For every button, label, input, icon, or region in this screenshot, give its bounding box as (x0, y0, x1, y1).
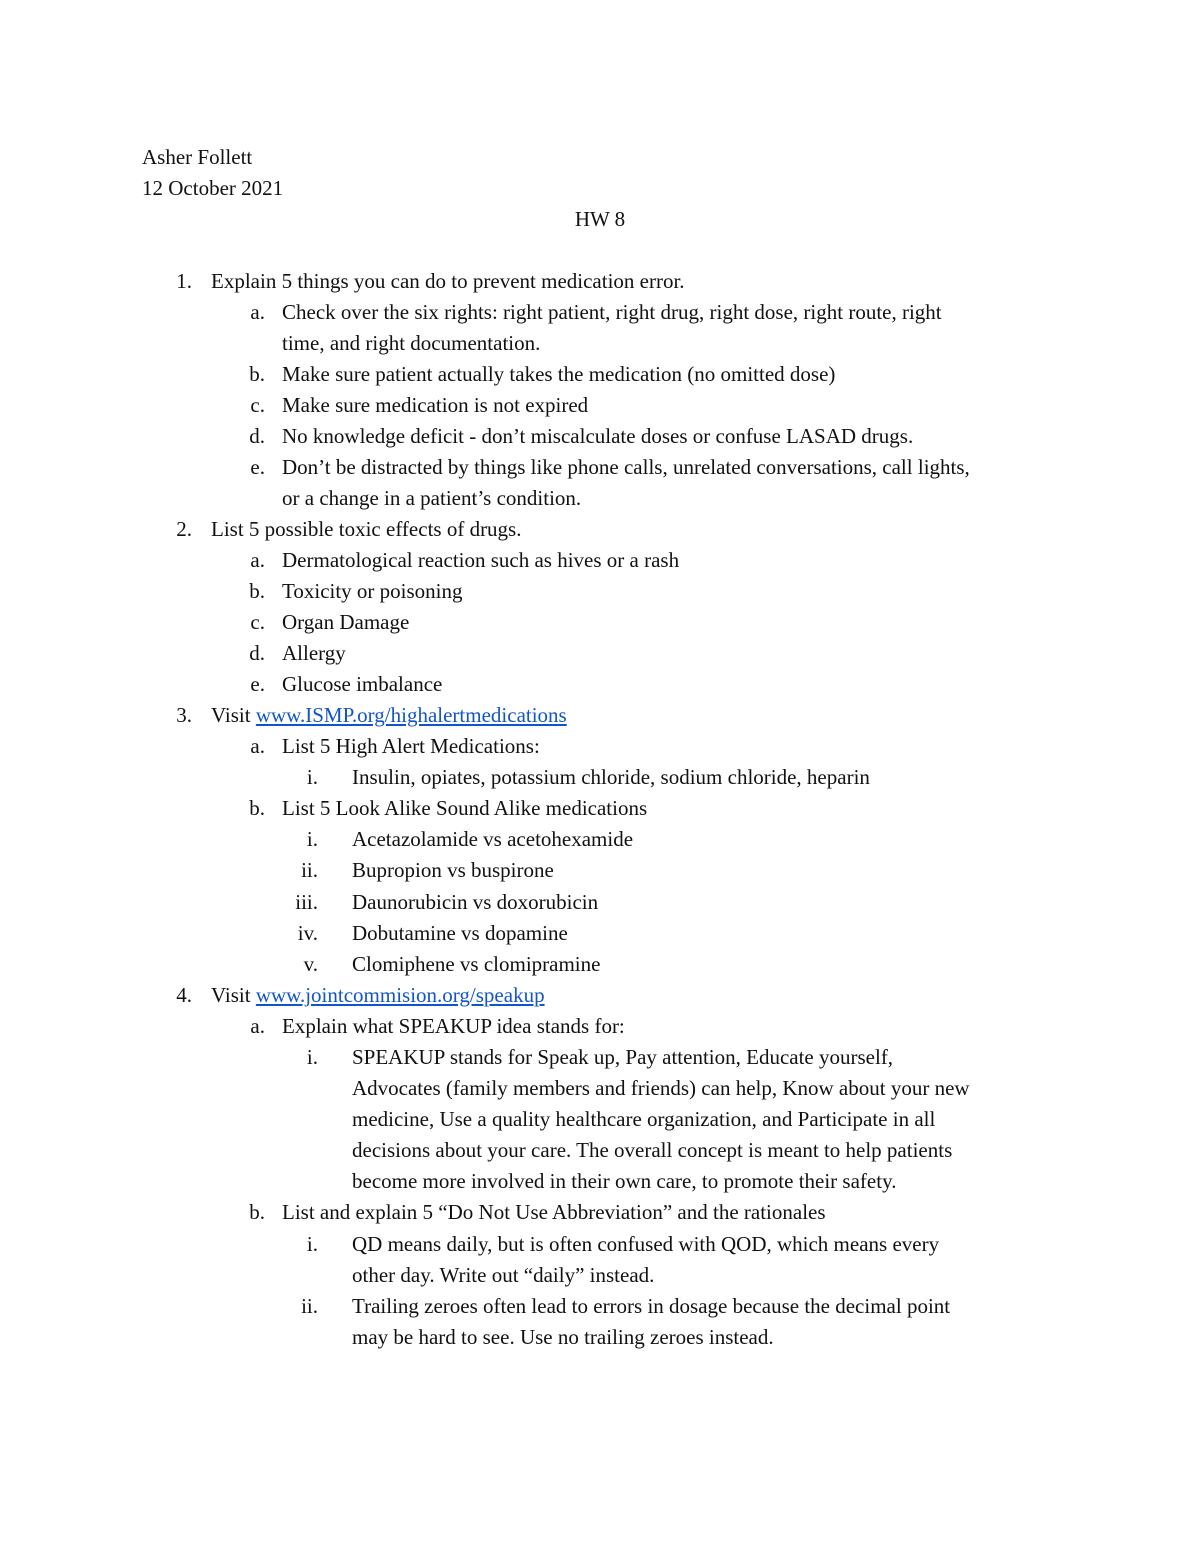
q2-marker-b: b. (249, 579, 265, 603)
q2-number: 2. (176, 517, 192, 541)
author-name: Asher Follett (142, 145, 253, 169)
q3a-marker-i: i. (306, 765, 318, 789)
q1-item-e-line-1: Don’t be distracted by things like phone calls, unrelated conversations, call lights, (282, 455, 970, 479)
q2-item-b: Toxicity or poisoning (282, 579, 463, 603)
q3b-item-iv: Dobutamine vs dopamine (352, 921, 568, 945)
q1-text: Explain 5 things you can do to prevent medication error. (211, 269, 685, 293)
q1-marker-c: c. (250, 393, 265, 417)
q4-item-b: List and explain 5 “Do Not Use Abbreviation” and the rationales (282, 1200, 826, 1224)
q2-item-e: Glucose imbalance (282, 672, 443, 696)
q1-item-b: Make sure patient actually takes the medication (no omitted dose) (282, 362, 836, 386)
q3b-item-v: Clomiphene vs clomipramine (352, 952, 601, 976)
q3-visit-label: Visit (211, 703, 251, 727)
q4-marker-a: a. (250, 1014, 265, 1038)
q2-marker-c: c. (250, 610, 265, 634)
q3b-marker-i: i. (306, 827, 318, 851)
q3b-marker-iv: iv. (297, 921, 318, 945)
q4a-item-i-line-2: Advocates (family members and friends) can help, Know about your new (352, 1076, 970, 1100)
q1-item-a-line-2: time, and right documentation. (282, 331, 541, 355)
ismp-link[interactable]: www.ISMP.org/highalertmedications (255, 703, 567, 727)
q4b-item-ii-line-2: may be hard to see. Use no trailing zeroes instead. (352, 1325, 774, 1349)
q4b-item-i-line-2: other day. Write out “daily” instead. (352, 1263, 655, 1287)
q3b-item-ii: Bupropion vs buspirone (352, 858, 554, 882)
q2-item-d: Allergy (282, 641, 346, 665)
q4b-marker-i: i. (306, 1232, 318, 1256)
q1-number: 1. (176, 269, 192, 293)
q4a-item-i-line-3: medicine, Use a quality healthcare organization, and Participate in all (352, 1107, 936, 1131)
q3a-item-i: Insulin, opiates, potassium chloride, sodium chloride, heparin (352, 765, 870, 789)
document-title: HW 8 (574, 207, 626, 231)
q4-visit-label: Visit (211, 983, 251, 1007)
q3b-marker-v: v. (303, 952, 318, 976)
q3b-item-iii: Daunorubicin vs doxorubicin (352, 890, 599, 914)
q4b-marker-ii: ii. (301, 1294, 318, 1318)
q3-item-b: List 5 Look Alike Sound Alike medications (282, 796, 648, 820)
q4a-item-i-line-5: become more involved in their own care, to promote their safety. (352, 1169, 897, 1193)
q3b-marker-ii: ii. (301, 858, 318, 882)
q3-marker-a: a. (250, 734, 265, 758)
q4a-item-i-line-1: SPEAKUP stands for Speak up, Pay attention, Educate yourself, (352, 1045, 894, 1069)
q1-item-a-line-1: Check over the six rights: right patient, right drug, right dose, right route, right (282, 300, 942, 324)
q1-item-e-line-2: or a change in a patient’s condition. (282, 486, 582, 510)
q3b-marker-iii: iii. (295, 890, 318, 914)
q4-text (211, 980, 545, 1011)
q2-marker-e: e. (250, 672, 265, 696)
q1-item-c: Make sure medication is not expired (282, 393, 589, 417)
q1-marker-a: a. (250, 300, 265, 324)
q1-marker-b: b. (249, 362, 265, 386)
q4-item-a: Explain what SPEAKUP idea stands for: (282, 1014, 625, 1038)
q4b-item-i-line-1: QD means daily, but is often confused with QOD, which means every (352, 1232, 940, 1256)
q4-number: 4. (176, 983, 192, 1007)
q4a-marker-i: i. (306, 1045, 318, 1069)
q3-text (211, 700, 567, 731)
q2-item-a: Dermatological reaction such as hives or a rash (282, 548, 680, 572)
speakup-link[interactable]: www.jointcommision.org/speakup (255, 983, 545, 1007)
document-date: 12 October 2021 (142, 176, 284, 200)
q1-marker-d: d. (249, 424, 265, 448)
q1-marker-e: e. (250, 455, 265, 479)
q4-marker-b: b. (249, 1200, 265, 1224)
q2-text: List 5 possible toxic effects of drugs. (211, 517, 522, 541)
q3b-item-i: Acetazolamide vs acetohexamide (352, 827, 634, 851)
q4b-item-ii-line-1: Trailing zeroes often lead to errors in dosage because the decimal point (352, 1294, 951, 1318)
q2-marker-d: d. (249, 641, 265, 665)
q2-marker-a: a. (250, 548, 265, 572)
q2-item-c: Organ Damage (282, 610, 410, 634)
q1-item-d: No knowledge deficit - don’t miscalculate doses or confuse LASAD drugs. (282, 424, 914, 448)
q4a-item-i-line-4: decisions about your care. The overall concept is meant to help patients (352, 1138, 953, 1162)
q3-number: 3. (176, 703, 192, 727)
q3-marker-b: b. (249, 796, 265, 820)
q3-item-a: List 5 High Alert Medications: (282, 734, 540, 758)
